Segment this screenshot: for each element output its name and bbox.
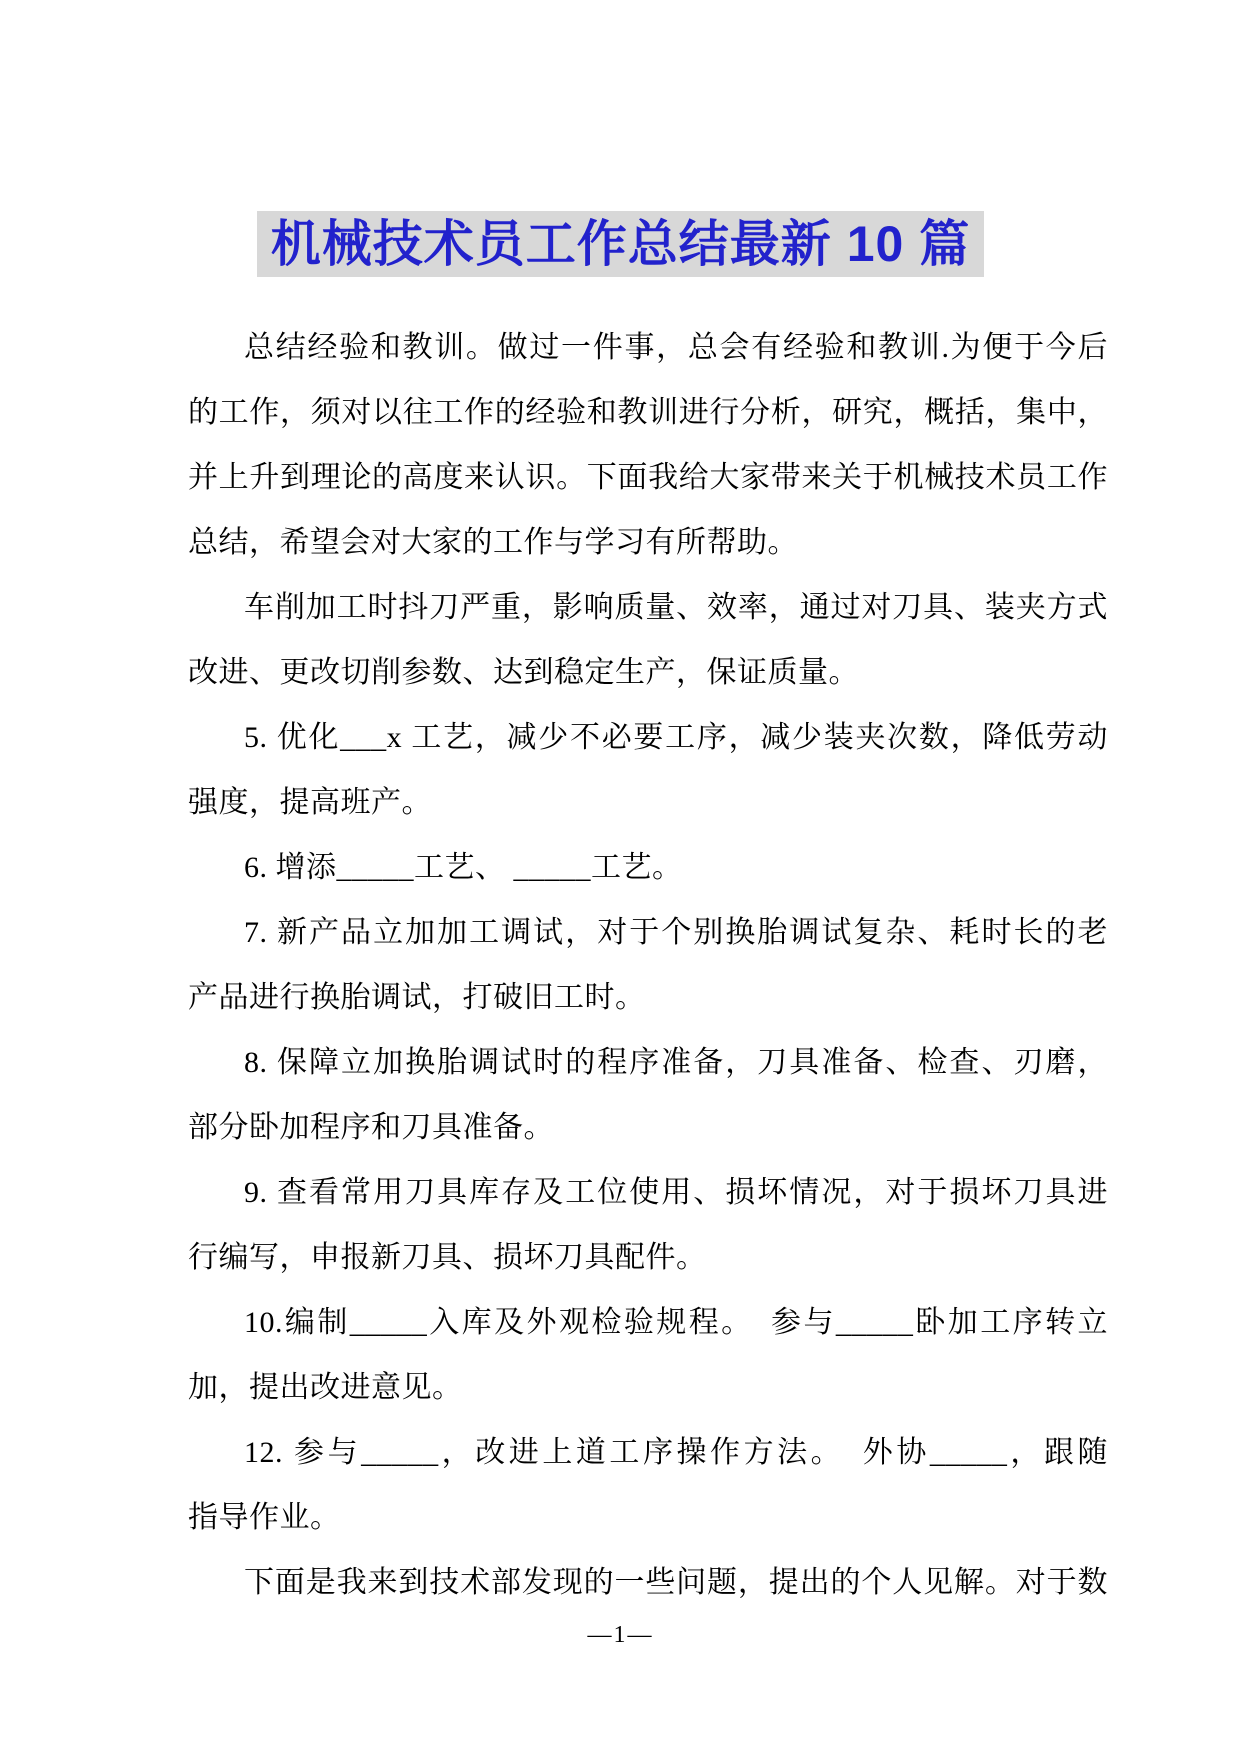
body-line: 9. 查看常用刀具库存及工位使用、损坏情况，对于损坏刀具进 <box>244 1176 1108 1209</box>
page-title: 机械技术员工作总结最新 10 篇 <box>257 211 984 277</box>
body-line: 10.编制_____入库及外观检验规程。 参与_____卧加工序转立 <box>244 1306 1108 1339</box>
body-line: 5. 优化___x 工艺，减少不必要工序，减少装夹次数，降低劳动 <box>244 721 1108 754</box>
body-line: 指导作业。 <box>188 1501 341 1534</box>
body-line: 产品进行换胎调试，打破旧工时。 <box>188 981 646 1014</box>
body-line: 总结，希望会对大家的工作与学习有所帮助。 <box>188 526 798 559</box>
body-line: 12. 参与_____，改进上道工序操作方法。 外协_____，跟随 <box>244 1436 1108 1469</box>
body-line: 并上升到理论的高度来认识。下面我给大家带来关于机械技术员工作 <box>188 461 1108 494</box>
body-line: 8. 保障立加换胎调试时的程序准备，刀具准备、检查、刃磨， <box>244 1046 1108 1079</box>
title-row <box>0 211 1241 277</box>
body-line: 下面是我来到技术部发现的一些问题，提出的个人见解。对于数 <box>244 1566 1108 1599</box>
body-line: 改进、更改切削参数、达到稳定生产，保证质量。 <box>188 656 859 689</box>
body-line: 总结经验和教训。做过一件事，总会有经验和教训.为便于今后 <box>244 331 1108 364</box>
body-line: 的工作，须对以往工作的经验和教训进行分析，研究，概括，集中， <box>188 396 1108 429</box>
body-line: 部分卧加程序和刀具准备。 <box>188 1111 554 1144</box>
page-number: —1— <box>587 1622 654 1648</box>
body-line: 行编写，申报新刀具、损坏刀具配件。 <box>188 1241 707 1274</box>
body-line: 强度，提高班产。 <box>188 786 432 819</box>
body-line: 6. 增添_____工艺、 _____工艺。 <box>244 851 683 884</box>
body-line: 车削加工时抖刀严重，影响质量、效率，通过对刀具、装夹方式 <box>244 591 1108 624</box>
body-line: 加，提出改进意见。 <box>188 1371 463 1404</box>
document-body <box>188 315 1108 1615</box>
body-line: 7. 新产品立加加工调试，对于个别换胎调试复杂、耗时长的老 <box>244 916 1108 949</box>
